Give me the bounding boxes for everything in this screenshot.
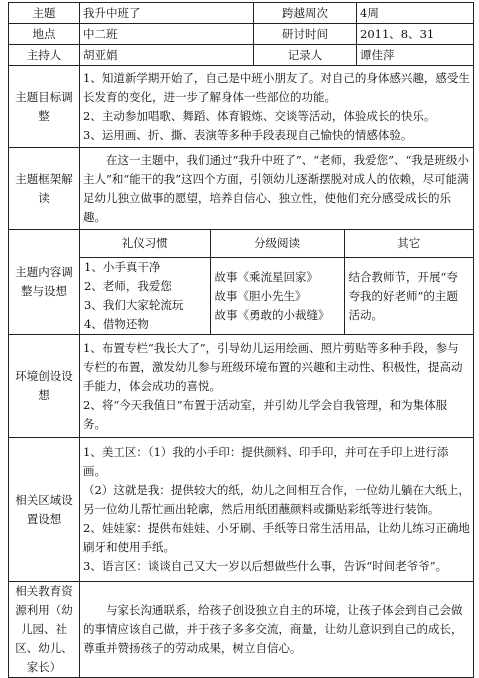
areas-cell	[80, 438, 474, 582]
content-cell	[80, 230, 474, 335]
list-item: 1、小手真干净	[84, 260, 161, 274]
place-label: 地点	[9, 24, 80, 45]
host-value: 胡亚娟	[80, 45, 254, 66]
content-body-row	[80, 258, 473, 335]
plan-table	[8, 2, 474, 678]
area-item: （2）这就是我：提供较大的纸，幼儿之间相互合作，一位幼儿躺在大纸上，另一位幼儿帮忙画出轮廓，然后用纸团蘸颜料或撕贴彩纸等进行装饰。	[83, 483, 470, 516]
framework-cell	[80, 148, 474, 230]
list-item: 2、老师，我爱您	[84, 279, 172, 293]
framework-label: 主题框架解读	[9, 148, 80, 230]
content-subtable	[80, 230, 473, 334]
areas-label: 相关区域设置设想	[9, 438, 80, 582]
recorder-label: 记录人	[254, 45, 357, 66]
content-row	[9, 230, 474, 335]
other-header: 其它	[344, 230, 473, 258]
environment-row	[9, 335, 474, 438]
list-item: 故事《勇敢的小裁缝》	[214, 307, 330, 322]
place-value: 中二班	[80, 24, 254, 45]
list-item: 4、借物还物	[84, 317, 149, 331]
environment-label: 环境创设设想	[9, 335, 80, 438]
area-item: 3、语言区：谈谈自己又大一岁以后想做些什么事，告诉“时间老爷爷”。	[83, 559, 448, 573]
content-label: 主题内容调整与设想	[9, 230, 80, 335]
resources-label: 相关教育资源利用（幼儿园、社区、幼儿、家长）	[9, 582, 80, 678]
area-item: 1、美工区：（1）我的小手印：提供颜料、印手印，并可在手印上进行添画。	[83, 445, 449, 478]
date-label: 研讨时间	[254, 24, 357, 45]
resources-text: 与家长沟通联系，给孩子创设独立自主的环境，让孩子体会到自己会做的事情应该自己做，并于孩子多多交流，商量，让幼儿意识到自己的成长，尊重并赞扬孩子的劳动成果，树立自信心。	[83, 603, 463, 655]
theme-label: 主题	[9, 3, 80, 24]
framework-row	[9, 148, 474, 230]
goals-row	[9, 66, 474, 148]
host-row	[9, 45, 474, 66]
goals-label: 主题目标调整	[9, 66, 80, 148]
recorder-value: 谭佳萍	[357, 45, 474, 66]
goal-item: 2、主动参加唱歌、舞蹈、体育锻炼、交谈等活动，体验成长的快乐。	[83, 108, 436, 123]
framework-text: 在这一主题中，我们通过“我升中班了”、“老师，我爱您”、“我是班级小主人”和“能干的我”这四个方面，引领幼儿逐渐摆脱对成人的依赖，尽可能满足幼儿独立做事的愿望，培养自信心、独立性，使他们充分感受成长的乐趣。	[83, 152, 469, 224]
date-value: 2011、8、31	[357, 24, 474, 45]
place-row	[9, 24, 474, 45]
weeks-value: 4周	[357, 3, 474, 24]
goals-cell	[80, 66, 474, 148]
list-item: 故事《乘流星回家》	[214, 269, 318, 284]
environment-item: 2、将“今天我值日”布置于活动室，并引幼儿学会自我管理，和为集体服务。	[83, 397, 448, 431]
other-text: 结合教师节，开展“夸夸我的好老师”的主题活动。	[348, 269, 458, 322]
goal-item: 1、知道新学期开始了，自己是中班小朋友了。对自己的身体感兴趣，感受生长发育的变化，进一步了解身体一些部位的功能。	[83, 70, 470, 104]
list-item: 故事《胆小先生》	[214, 288, 307, 303]
weeks-label: 跨越周次	[254, 3, 357, 24]
reading-list	[210, 258, 344, 335]
resources-cell	[80, 582, 474, 678]
host-label: 主持人	[9, 45, 80, 66]
areas-row	[9, 438, 474, 582]
reading-header: 分级阅读	[210, 230, 344, 258]
area-item: 2、娃娃家：提供布娃娃、小牙刷、手纸等日常生活用品，让幼儿练习正确地刷牙和使用手纸。	[83, 521, 470, 554]
etiquette-header: 礼仪习惯	[80, 230, 210, 258]
list-item: 3、我们大家轮流玩	[84, 298, 184, 312]
environment-item: 1、布置专栏“我长大了”，引导幼儿运用绘画、照片剪贴等多种手段，参与专栏的布置，激发幼儿参与班级环境布置的兴趣和主动性、积极性，提高动手能力，体会成功的喜悦。	[83, 340, 463, 393]
resources-row	[9, 582, 474, 678]
theme-row	[9, 3, 474, 24]
etiquette-list	[80, 258, 210, 335]
theme-value: 我升中班了	[80, 3, 254, 24]
content-header-row	[80, 230, 473, 258]
goal-item: 3、运用画、折、撕、表演等多种手段表现自己愉快的情感体验。	[83, 127, 413, 142]
environment-cell	[80, 335, 474, 438]
